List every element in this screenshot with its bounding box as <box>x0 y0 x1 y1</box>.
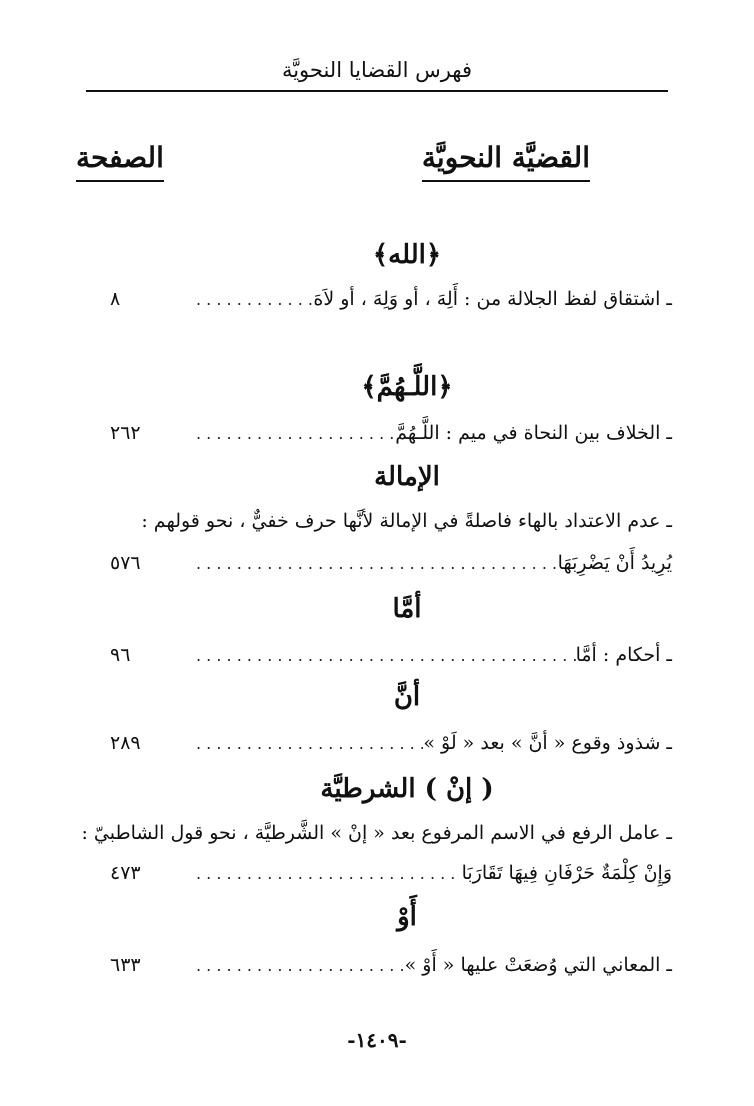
entry-text: وَإِنْ كِلْمَةٌ حَرْفَانِ فِيهَا تَقَارَبَا <box>461 862 672 884</box>
section-heading-imala: الإمالة <box>374 462 440 492</box>
index-entry <box>110 548 672 578</box>
entry-page-number: ٨ <box>110 288 121 310</box>
entry-text: ـ المعاني التي وُضعَتْ عليها « أَوْ » <box>404 954 672 976</box>
entry-text: ـ أحكام : أمَّا <box>575 644 672 666</box>
section-heading-allah: ﴿الله﴾ <box>372 240 442 270</box>
index-entry <box>110 284 672 314</box>
leader-dots <box>188 859 462 889</box>
leader-dots <box>188 285 313 315</box>
section-heading-amma: أمَّا <box>392 594 422 624</box>
entry-text: ـ اشتقاق لفظ الجلالة من : أَلِهَ ، أو وَلِهَ ، أو لاَهَ <box>313 288 672 310</box>
index-entry <box>110 418 672 448</box>
leader-dots <box>188 729 423 759</box>
entry-intro-line: ـ عامل الرفع في الاسم المرفوع بعد « إنْ » الشَّرطيَّة ، نحو قول الشاطبيّ : <box>81 822 672 844</box>
section-heading-in-conditional: ( إنْ ) الشرطيَّة <box>320 774 494 804</box>
entry-page-number: ٦٣٣ <box>110 954 141 976</box>
entry-text: ـ الخلاف بين النحاة في ميم : اللَّـهُمَّ <box>395 422 672 444</box>
entry-page-number: ٢٦٢ <box>110 422 141 444</box>
entry-page-number: ٩٦ <box>110 644 131 666</box>
index-entry <box>110 858 672 888</box>
index-entry <box>110 950 672 980</box>
index-entry <box>110 728 672 758</box>
section-heading-aw: أَوْ <box>397 902 417 932</box>
leader-dots <box>188 641 576 671</box>
entry-page-number: ٥٧٦ <box>110 552 141 574</box>
section-heading-allahumma: ﴿اللَّـهُمَّ﴾ <box>361 372 453 402</box>
entry-page-number: ٢٨٩ <box>110 732 141 754</box>
section-heading-anna: أنَّ <box>393 682 421 712</box>
running-header: فهرس القضايا النحويَّة <box>281 58 473 82</box>
entry-page-number: ٤٧٣ <box>110 862 141 884</box>
leader-dots <box>188 549 558 579</box>
leader-dots <box>188 419 395 449</box>
column-title-page: الصفحة <box>76 140 164 182</box>
index-entry <box>110 640 672 670</box>
column-title-topic: القضيَّة النحويَّة <box>422 140 590 182</box>
leader-dots <box>188 951 405 981</box>
entry-text: يُرِيدُ أَنْ يَضْرِبَهَا <box>557 552 672 574</box>
page-folio: -١٤٠٩- <box>347 1028 407 1052</box>
entry-text: ـ شذوذ وقوع « أنَّ » بعد « لَوْ » <box>423 732 672 754</box>
entry-intro-line: ـ عدم الاعتداد بالهاء فاصلةً في الإمالة لأنَّها حرف خفيٌّ ، نحو قولهم : <box>141 510 672 532</box>
header-rule <box>86 90 668 92</box>
